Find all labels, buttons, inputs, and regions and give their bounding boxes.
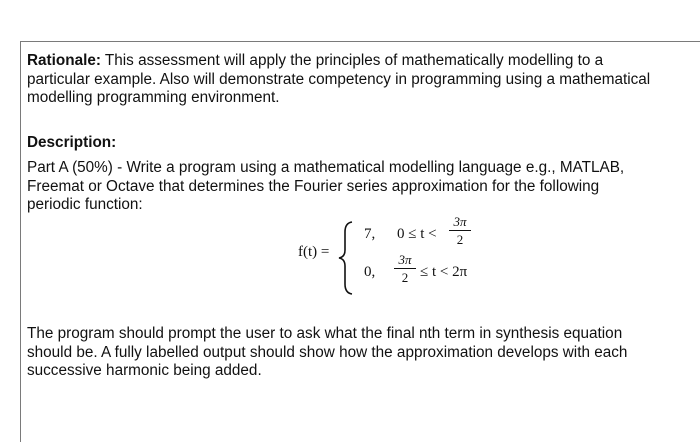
rationale-text-line1: This assessment will apply the principles of mathematically modelling to a bbox=[100, 52, 604, 69]
left-brace-icon bbox=[338, 220, 356, 296]
piecewise-formula bbox=[298, 212, 518, 302]
case1-fraction bbox=[449, 214, 471, 247]
part-a-line2: Freemat or Octave that determines the Fourier series approximation for the following bbox=[27, 177, 600, 195]
rationale-paragraph bbox=[27, 52, 697, 108]
rationale-label: Rationale: bbox=[27, 52, 101, 69]
description-heading: Description: bbox=[27, 134, 117, 151]
case2-fraction bbox=[394, 252, 416, 285]
rationale-text-line2: particular example. Also will demonstrate competency in programming using a mathematical bbox=[27, 70, 651, 88]
case2-condition: ≤ t < 2π bbox=[420, 264, 468, 280]
case2-frac-den: 2 bbox=[401, 270, 409, 285]
case2-value: 0, bbox=[364, 264, 376, 280]
case1-frac-num: 3π bbox=[453, 214, 467, 229]
case1-condition: 0 ≤ t < bbox=[397, 226, 437, 242]
part-a-paragraph bbox=[27, 159, 697, 215]
closing-line1: The program should prompt the user to ask what the final nth term in synthesis equation bbox=[27, 325, 623, 342]
part-a-line1: Part A (50%) - Write a program using a mathematical modelling language e.g., MATLAB, bbox=[27, 159, 625, 176]
case1-value: 7, bbox=[364, 226, 376, 242]
part-a-line3: periodic function: bbox=[27, 196, 143, 213]
closing-paragraph bbox=[27, 325, 697, 381]
case2-frac-num: 3π bbox=[398, 252, 412, 267]
formula-lhs: f(t) = bbox=[298, 244, 330, 260]
closing-line3: successive harmonic being added. bbox=[27, 362, 262, 379]
closing-line2: should be. A fully labelled output should show how the approximation develops with each bbox=[27, 343, 628, 361]
case1-frac-den: 2 bbox=[456, 232, 464, 247]
rationale-text-line3: modelling programming environment. bbox=[27, 89, 280, 106]
